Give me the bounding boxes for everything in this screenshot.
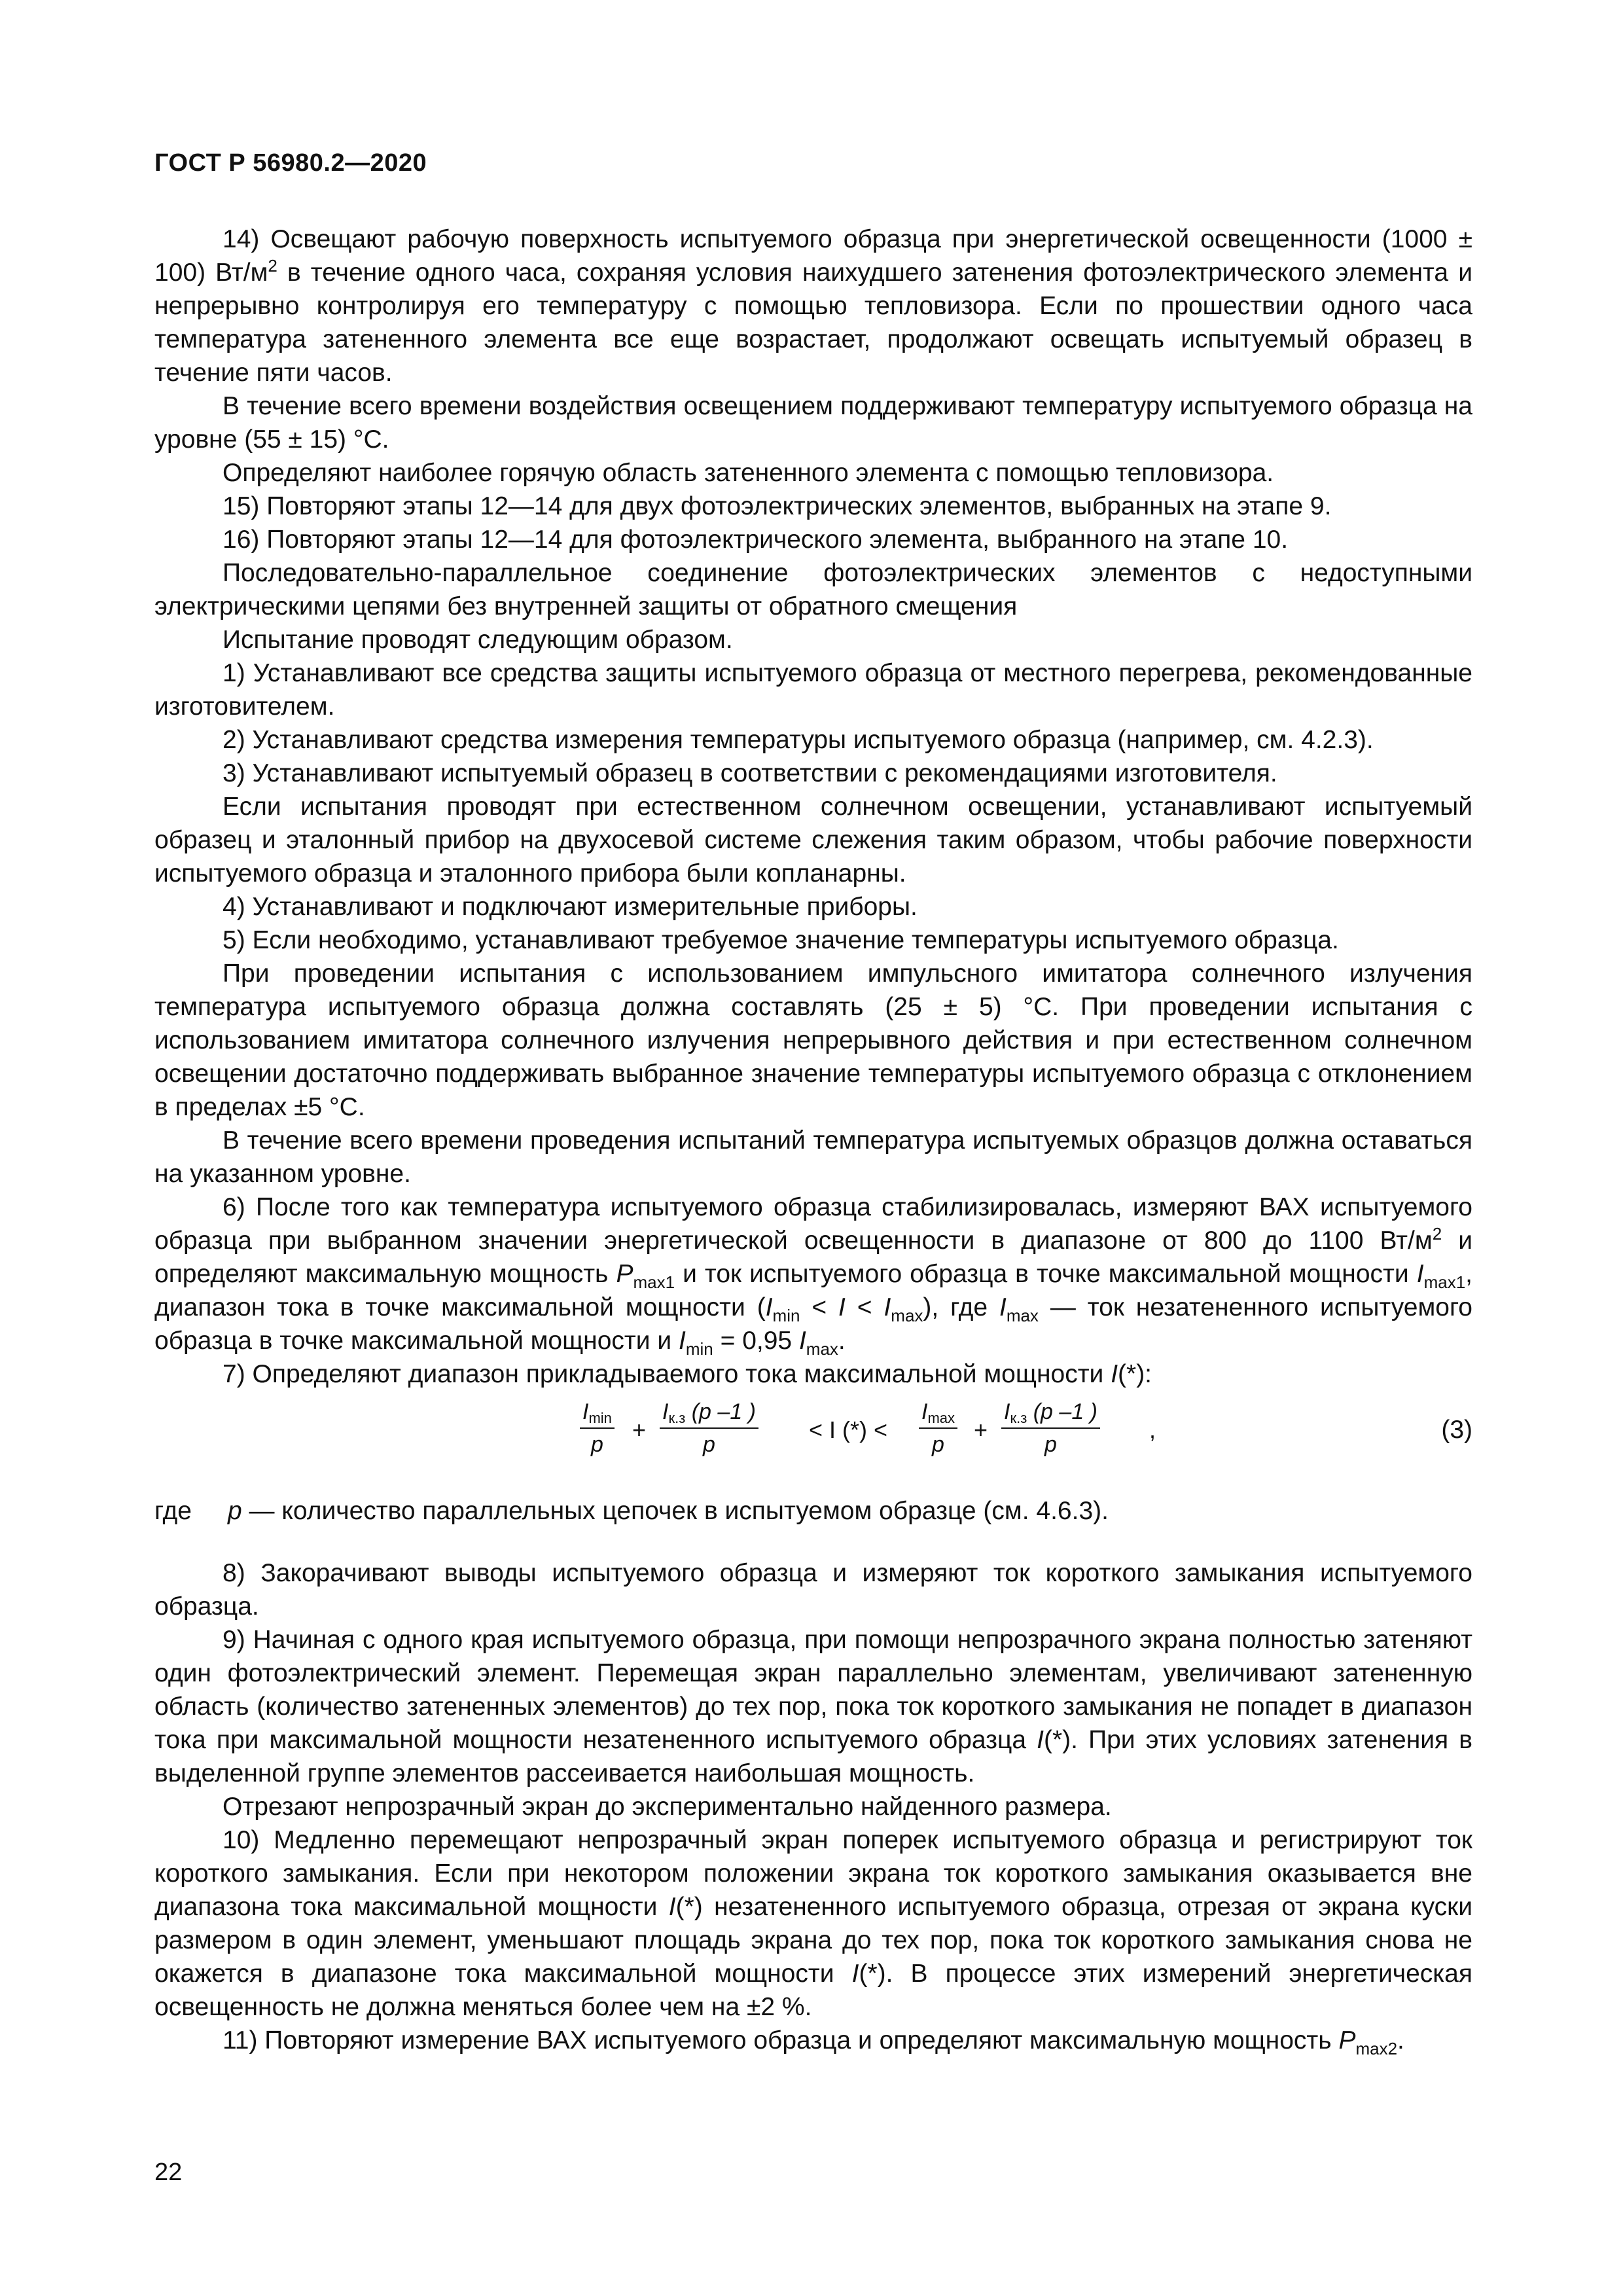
formula-subscript: к.з bbox=[668, 1410, 686, 1426]
paragraph: При проведении испытания с использованием импульсного имитатора солнечного излучения температура испытуемого образца должна составлять (25 ± 5) °С. При проведении испытания с использованием имитатора солнечного излучения непрерывного действия и при естественном солнечном освещении достаточно поддерживать выбранное значение температуры испытуемого образца с отклонением в пределах ±5 °С. bbox=[154, 960, 1472, 1121]
superscript: 2 bbox=[1432, 1224, 1442, 1244]
formula-term: (p –1 ) bbox=[1027, 1399, 1097, 1424]
text-run: 9) Начиная с одного края испытуемого образца, при помощи непрозрачного экрана полностью затеняют один фотоэлектрический элемент. Перемещая экран параллельно элементам, увеличивают затененную область (количество затененных элементов) до тех пор, пока ток короткого замыкания не попадет в диапазон тока при максимальной мощности незатененного испытуемого образца bbox=[154, 1626, 1472, 1754]
page-number: 22 bbox=[154, 2159, 183, 2186]
symbol: P bbox=[616, 1260, 633, 1288]
paragraph-step-5: 5) Если необходимо, устанавливают требуемое значение температуры испытуемого образца. bbox=[223, 926, 1339, 954]
document-body bbox=[154, 223, 1472, 2057]
subscript: max1 bbox=[1423, 1272, 1466, 1292]
symbol: I bbox=[883, 1293, 891, 1321]
paragraph-step-4: 4) Устанавливают и подключают измерительные приборы. bbox=[223, 893, 918, 921]
subscript: max1 bbox=[633, 1272, 675, 1292]
symbol: I bbox=[765, 1293, 773, 1321]
formula-subscript: min bbox=[588, 1410, 612, 1426]
symbol: I bbox=[851, 1960, 859, 1988]
symbol: I bbox=[668, 1893, 676, 1921]
paragraph: Если испытания проводят при естественном солнечном освещении, устанавливают испытуемый образец и эталонный прибор на двухосевой системе слежения таким образом, чтобы рабочие поверхности испытуемого образца и эталонного прибора были копланарны. bbox=[154, 793, 1472, 888]
paragraph: Определяют наиболее горячую область затененного элемента с помощью тепловизора. bbox=[223, 459, 1274, 487]
text-run: . bbox=[838, 1327, 846, 1355]
text-run: 7) Определяют диапазон прикладываемого тока максимальной мощности bbox=[223, 1360, 1111, 1388]
paragraph-step-6 bbox=[154, 1191, 1472, 1357]
formula-denominator: p bbox=[590, 1432, 603, 1457]
paragraph: В течение всего времени воздействия освещением поддерживают температуру испытуемого образца на уровне (55 ± 15) °С. bbox=[154, 392, 1472, 454]
text-run: . bbox=[1397, 2026, 1404, 2054]
text-run: (*) незатененного испытуемого образца, отрезая от экрана куски размером в один элемент, уменьшают площадь экрана до тех пор, пока ток короткого замыкания снова не окажется в диапазоне тока максимальной мощности bbox=[154, 1893, 1472, 1988]
paragraph-step-14 bbox=[154, 223, 1472, 389]
where-label: где bbox=[154, 1497, 192, 1525]
text-run: в течение одного часа, сохраняя условия наихудшего затенения фотоэлектрического элемента и непрерывно контролируя его температуру с помощью тепловизора. Если по прошествии одного часа температура затененного элемента все еще возрастает, продолжают освещать испытуемый образец в течение пяти часов. bbox=[154, 259, 1472, 387]
text-run: 6) После того как температура испытуемого образца стабилизировалась, измеряют ВАХ испытуемого образца при выбранном значении энергетической освещенности в диапазоне от 800 до 1100 Вт/м bbox=[154, 1193, 1472, 1255]
paragraph-step-15: 15) Повторяют этапы 12—14 для двух фотоэлектрических элементов, выбранных на этапе 9. bbox=[223, 492, 1332, 520]
text-run: — количество параллельных цепочек в испытуемом образце (см. 4.6.3). bbox=[241, 1497, 1109, 1525]
text-run: ), где bbox=[923, 1293, 999, 1321]
text-run: и определяют максимальную мощность bbox=[154, 1227, 1472, 1288]
symbol: P bbox=[1338, 2026, 1356, 2054]
formula-denominator: p bbox=[932, 1432, 944, 1457]
symbol: I bbox=[999, 1293, 1007, 1321]
formula-symbol: I bbox=[1004, 1399, 1010, 1424]
symbol: I bbox=[1416, 1260, 1424, 1288]
paragraph-step-1: 1) Устанавливают все средства защиты испытуемого образца от местного перегрева, рекомендованные изготовителем. bbox=[154, 659, 1472, 721]
fraction-imin-over-p bbox=[580, 1396, 615, 1460]
formula-symbol: I bbox=[921, 1399, 928, 1424]
symbol: I bbox=[798, 1327, 806, 1355]
paragraph: Отрезают непрозрачный экран до экспериментально найденного размера. bbox=[223, 1793, 1112, 1821]
symbol: I bbox=[679, 1327, 686, 1355]
subscript: min bbox=[772, 1306, 800, 1325]
symbol: I bbox=[1111, 1360, 1118, 1388]
text-run: , диапазон тока в точке максимальной мощности ( bbox=[154, 1260, 1472, 1321]
formula-subscript: max bbox=[927, 1410, 955, 1426]
subscript: max bbox=[1006, 1306, 1039, 1325]
formula-comma: , bbox=[1149, 1416, 1156, 1443]
paragraph-step-10 bbox=[154, 1823, 1472, 2024]
formula-operator: + bbox=[974, 1416, 988, 1443]
formula-term: (p –1 ) bbox=[685, 1399, 756, 1424]
section-heading: Последовательно-параллельное соединение фотоэлектрических элементов с недоступными электрическими цепями без внутренней защиты от обратного смещения bbox=[154, 559, 1472, 620]
formula-symbol: I bbox=[662, 1399, 669, 1424]
formula-number: (3) bbox=[1441, 1416, 1472, 1444]
text-run: — ток незатененного испытуемого образца в точке максимальной мощности и bbox=[154, 1293, 1472, 1355]
formula-subscript: к.з bbox=[1010, 1410, 1027, 1426]
text-run: (*): bbox=[1118, 1360, 1152, 1388]
fraction-ikz-over-p-2 bbox=[1001, 1396, 1100, 1460]
symbol: I bbox=[1037, 1726, 1044, 1754]
formula-symbol: I bbox=[582, 1399, 589, 1424]
formula-denominator: p bbox=[1044, 1432, 1057, 1457]
paragraph-step-3: 3) Устанавливают испытуемый образец в соответствии с рекомендациями изготовителя. bbox=[223, 759, 1277, 787]
formula-explanation bbox=[154, 1494, 1472, 1528]
text-run: (*). В процессе этих измерений энергетическая освещенность не должна меняться более чем на ±2 %. bbox=[154, 1960, 1472, 2021]
paragraph-step-2: 2) Устанавливают средства измерения температуры испытуемого образца (например, см. 4.2.3). bbox=[223, 726, 1374, 754]
subscript: min bbox=[685, 1339, 713, 1359]
formula-operator: + bbox=[632, 1416, 647, 1443]
paragraph-step-9 bbox=[154, 1623, 1472, 1790]
paragraph-step-7 bbox=[154, 1357, 1472, 1391]
text-run: 10) Медленно перемещают непрозрачный экран поперек испытуемого образца и регистрируют ток короткого замыкания. Если при некотором положении экрана ток короткого замыкания оказывается вне диапазона тока максимальной мощности bbox=[154, 1826, 1472, 1921]
superscript: 2 bbox=[268, 256, 277, 276]
text-run: 11) Повторяют измерение ВАХ испытуемого образца и определяют максимальную мощность bbox=[223, 2026, 1339, 2054]
text-run: < bbox=[800, 1293, 839, 1321]
subscript: max2 bbox=[1355, 2039, 1398, 2058]
subscript: max bbox=[891, 1306, 923, 1325]
fraction-imax-over-p bbox=[919, 1396, 957, 1460]
formula-3 bbox=[154, 1396, 1472, 1468]
paragraph-step-8: 8) Закорачивают выводы испытуемого образца и измеряют ток короткого замыкания испытуемого образца. bbox=[154, 1559, 1472, 1621]
subscript: max bbox=[806, 1339, 838, 1359]
paragraph-step-16: 16) Повторяют этапы 12—14 для фотоэлектрического элемента, выбранного на этапе 10. bbox=[223, 526, 1289, 554]
fraction-ikz-over-p bbox=[660, 1396, 758, 1460]
paragraph-step-11 bbox=[154, 2024, 1472, 2057]
formula-inequality: < I (*) < bbox=[809, 1416, 888, 1443]
formula-denominator: p bbox=[703, 1432, 715, 1457]
text-run: 14) Освещают рабочую поверхность испытуемого образца при энергетической освещенности (1000 ± 100) Вт/м bbox=[154, 225, 1472, 287]
text-run: = 0,95 bbox=[713, 1327, 799, 1355]
text-run: (*). При этих условиях затенения в выделенной группе элементов рассеивается наибольшая мощность. bbox=[154, 1726, 1472, 1787]
symbol: I bbox=[838, 1293, 846, 1321]
document-header: ГОСТ Р 56980.2—2020 bbox=[154, 149, 427, 177]
text-run: < bbox=[845, 1293, 884, 1321]
paragraph: Испытание проводят следующим образом. bbox=[223, 626, 733, 654]
paragraph: В течение всего времени проведения испытаний температура испытуемых образцов должна оставаться на указанном уровне. bbox=[154, 1126, 1472, 1188]
symbol: p bbox=[228, 1497, 242, 1525]
text-run: и ток испытуемого образца в точке максимальной мощности bbox=[675, 1260, 1417, 1288]
spacer bbox=[154, 1528, 1472, 1556]
